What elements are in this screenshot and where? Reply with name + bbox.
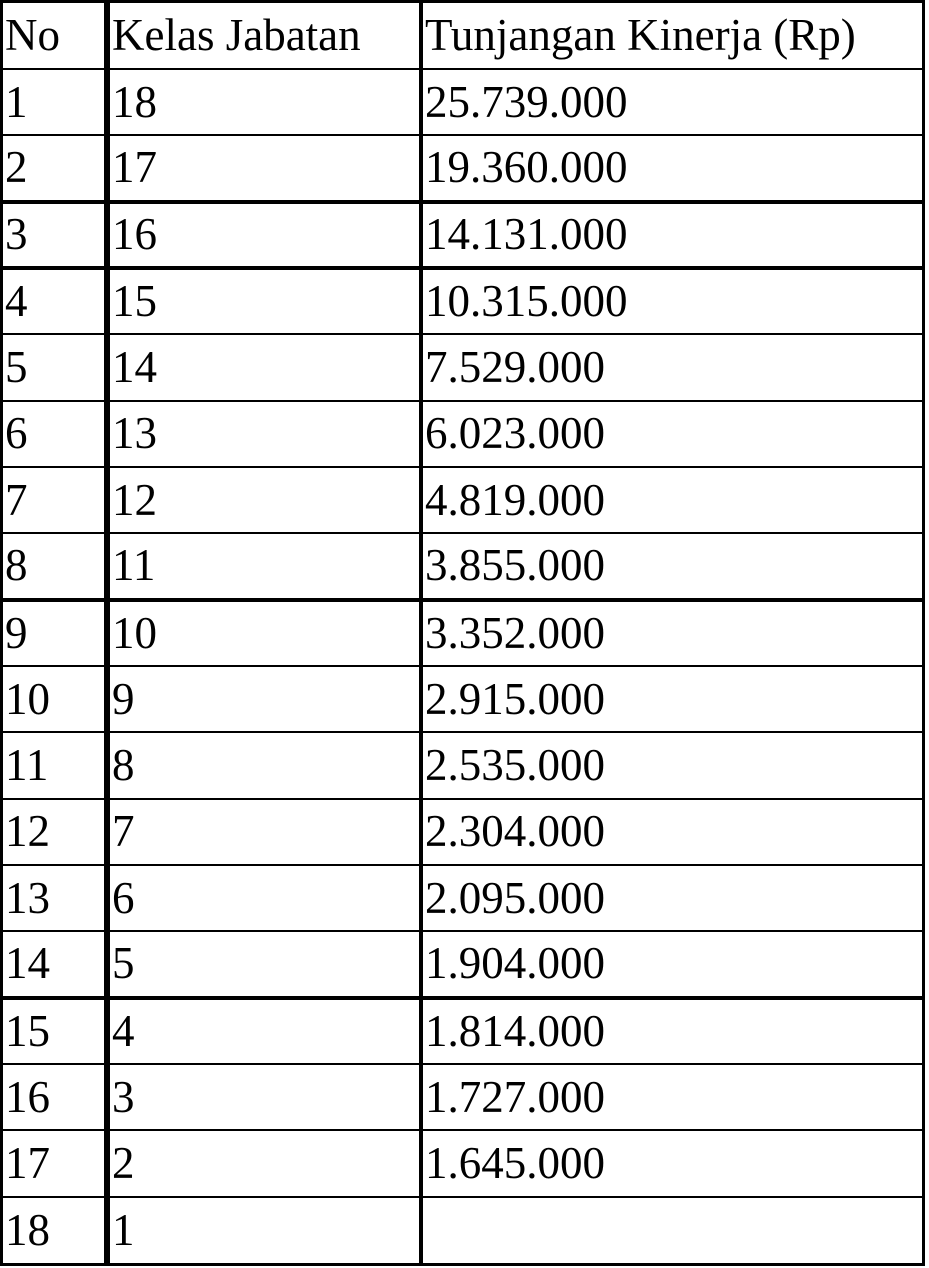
table-header bbox=[3, 3, 922, 69]
cell-tunjangan-kinerja: 7.529.000 bbox=[421, 334, 922, 400]
cell-kelas-jabatan: 11 bbox=[107, 533, 421, 599]
cell-no: 9 bbox=[3, 600, 107, 666]
table-row bbox=[3, 135, 922, 201]
cell-kelas-jabatan: 18 bbox=[107, 69, 421, 135]
cell-tunjangan-kinerja: 1.904.000 bbox=[421, 931, 922, 997]
cell-tunjangan-kinerja: 3.855.000 bbox=[421, 533, 922, 599]
table-row bbox=[3, 401, 922, 467]
cell-tunjangan-kinerja: 25.739.000 bbox=[421, 69, 922, 135]
cell-tunjangan-kinerja: 2.535.000 bbox=[421, 732, 922, 798]
cell-tunjangan-kinerja: 10.315.000 bbox=[421, 268, 922, 334]
cell-kelas-jabatan: 5 bbox=[107, 931, 421, 997]
cell-tunjangan-kinerja: 3.352.000 bbox=[421, 600, 922, 666]
cell-no: 12 bbox=[3, 799, 107, 865]
cell-kelas-jabatan: 2 bbox=[107, 1130, 421, 1196]
cell-kelas-jabatan: 17 bbox=[107, 135, 421, 201]
cell-no: 7 bbox=[3, 467, 107, 533]
cell-kelas-jabatan: 7 bbox=[107, 799, 421, 865]
table-row bbox=[3, 931, 922, 997]
cell-kelas-jabatan: 12 bbox=[107, 467, 421, 533]
cell-kelas-jabatan: 3 bbox=[107, 1064, 421, 1130]
table-row bbox=[3, 268, 922, 334]
table-row bbox=[3, 1064, 922, 1130]
cell-tunjangan-kinerja: 14.131.000 bbox=[421, 202, 922, 268]
cell-no: 10 bbox=[3, 666, 107, 732]
cell-tunjangan-kinerja: 1.814.000 bbox=[421, 998, 922, 1064]
cell-tunjangan-kinerja: 4.819.000 bbox=[421, 467, 922, 533]
table-row bbox=[3, 865, 922, 931]
cell-kelas-jabatan: 1 bbox=[107, 1197, 421, 1263]
table-row bbox=[3, 1130, 922, 1196]
cell-kelas-jabatan: 10 bbox=[107, 600, 421, 666]
table-row bbox=[3, 1197, 922, 1263]
cell-no: 8 bbox=[3, 533, 107, 599]
table-row bbox=[3, 202, 922, 268]
cell-tunjangan-kinerja: 1.645.000 bbox=[421, 1130, 922, 1196]
cell-kelas-jabatan: 13 bbox=[107, 401, 421, 467]
cell-no: 14 bbox=[3, 931, 107, 997]
cell-no: 16 bbox=[3, 1064, 107, 1130]
table-body bbox=[3, 69, 922, 1263]
cell-no: 6 bbox=[3, 401, 107, 467]
cell-tunjangan-kinerja: 2.304.000 bbox=[421, 799, 922, 865]
tunjangan-kinerja-table bbox=[3, 3, 922, 1263]
table-row bbox=[3, 334, 922, 400]
cell-no: 18 bbox=[3, 1197, 107, 1263]
table-row bbox=[3, 998, 922, 1064]
cell-kelas-jabatan: 6 bbox=[107, 865, 421, 931]
cell-kelas-jabatan: 4 bbox=[107, 998, 421, 1064]
cell-no: 11 bbox=[3, 732, 107, 798]
cell-tunjangan-kinerja: 2.095.000 bbox=[421, 865, 922, 931]
table-header-row bbox=[3, 3, 922, 69]
table-row bbox=[3, 799, 922, 865]
table-row bbox=[3, 467, 922, 533]
cell-tunjangan-kinerja: 1.727.000 bbox=[421, 1064, 922, 1130]
cell-no: 4 bbox=[3, 268, 107, 334]
cell-tunjangan-kinerja: 6.023.000 bbox=[421, 401, 922, 467]
cell-no: 17 bbox=[3, 1130, 107, 1196]
cell-no: 5 bbox=[3, 334, 107, 400]
table-row bbox=[3, 600, 922, 666]
header-no: No bbox=[3, 3, 107, 69]
cell-tunjangan-kinerja bbox=[421, 1197, 922, 1263]
cell-kelas-jabatan: 9 bbox=[107, 666, 421, 732]
cell-kelas-jabatan: 8 bbox=[107, 732, 421, 798]
table-row bbox=[3, 732, 922, 798]
header-tunjangan-kinerja: Tunjangan Kinerja (Rp) bbox=[421, 3, 922, 69]
cell-no: 15 bbox=[3, 998, 107, 1064]
cell-tunjangan-kinerja: 19.360.000 bbox=[421, 135, 922, 201]
table-row bbox=[3, 533, 922, 599]
cell-kelas-jabatan: 14 bbox=[107, 334, 421, 400]
cell-kelas-jabatan: 15 bbox=[107, 268, 421, 334]
cell-no: 3 bbox=[3, 202, 107, 268]
cell-tunjangan-kinerja: 2.915.000 bbox=[421, 666, 922, 732]
header-kelas-jabatan: Kelas Jabatan bbox=[107, 3, 421, 69]
table-row bbox=[3, 69, 922, 135]
cell-no: 13 bbox=[3, 865, 107, 931]
table-row bbox=[3, 666, 922, 732]
cell-no: 2 bbox=[3, 135, 107, 201]
cell-kelas-jabatan: 16 bbox=[107, 202, 421, 268]
cell-no: 1 bbox=[3, 69, 107, 135]
